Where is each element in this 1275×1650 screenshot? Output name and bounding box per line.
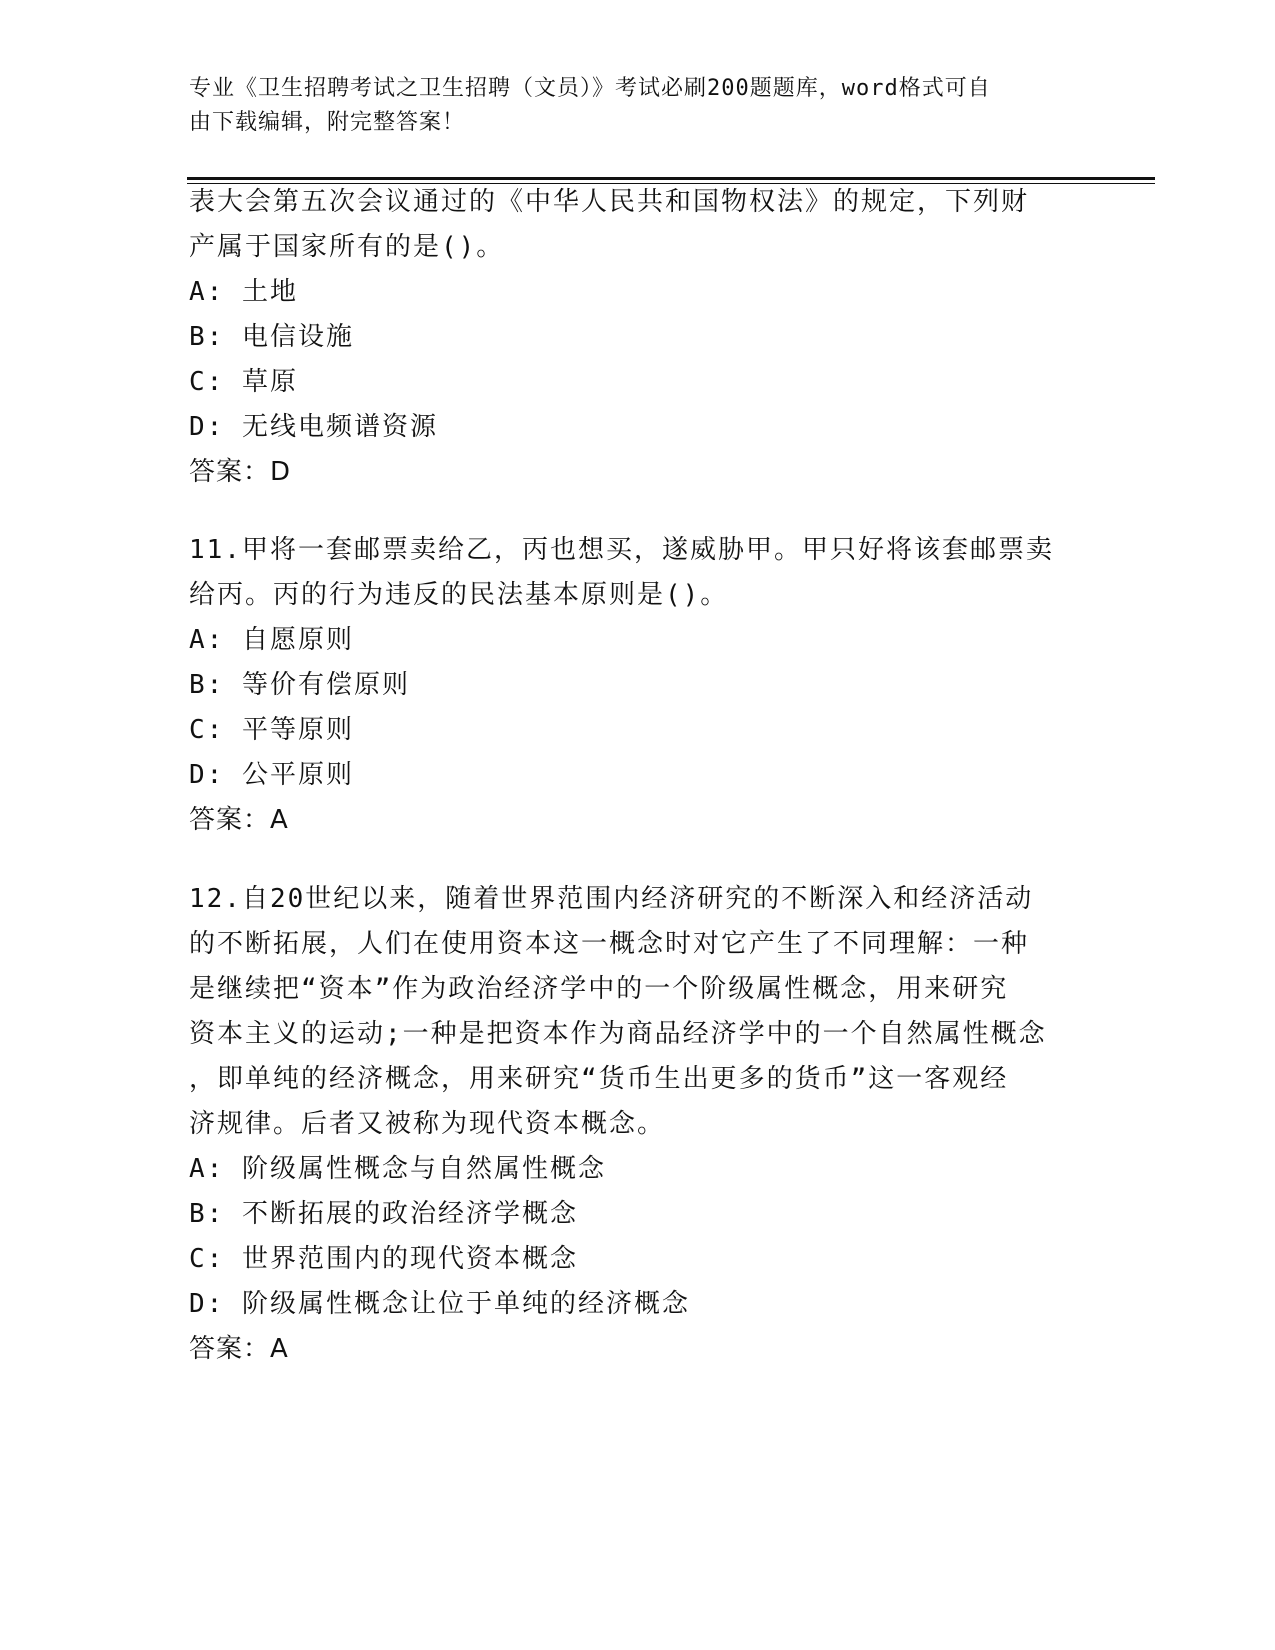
question-stem-line: 11.甲将一套邮票卖给乙，丙也想买，遂威胁甲。甲只好将该套邮票卖: [189, 535, 1054, 565]
question-block-11: [189, 528, 1109, 843]
question-stem-line: 12.自20世纪以来，随着世界范围内经济研究的不断深入和经济活动: [189, 884, 1034, 914]
question-stem-line: 给丙。丙的行为违反的民法基本原则是()。: [189, 580, 729, 610]
question-stem-line: 资本主义的运动;一种是把资本作为商品经济学中的一个自然属性概念: [189, 1019, 1047, 1049]
option-a: A: 自愿原则: [189, 625, 354, 655]
question-stem-line: 济规律。后者又被称为现代资本概念。: [189, 1109, 666, 1139]
question-block-12: [189, 877, 1109, 1372]
question-block-continued: [189, 180, 1109, 495]
question-stem-line: 的不断拓展，人们在使用资本这一概念时对它产生了不同理解：一种: [189, 929, 1030, 959]
answer-label: 答案：D: [189, 457, 292, 487]
option-a: A: 土地: [189, 277, 298, 307]
option-b: B: 电信设施: [189, 322, 354, 352]
option-d: D: 无线电频谱资源: [189, 412, 438, 442]
option-a: A: 阶级属性概念与自然属性概念: [189, 1154, 606, 1184]
question-stem-line: 表大会第五次会议通过的《中华人民共和国物权法》的规定，下列财: [189, 187, 1030, 217]
question-stem-line: 产属于国家所有的是()。: [189, 232, 505, 262]
option-d: D: 阶级属性概念让位于单纯的经济概念: [189, 1289, 690, 1319]
answer-label: 答案：A: [189, 1334, 289, 1364]
document-header: [189, 72, 1089, 140]
header-line-1: 专业《卫生招聘考试之卫生招聘（文员）》考试必刷200题题库，word格式可自: [189, 76, 991, 101]
option-c: C: 草原: [189, 367, 298, 397]
option-c: C: 平等原则: [189, 715, 354, 745]
header-line-2: 由下载编辑，附完整答案！: [189, 110, 466, 135]
option-d: D: 公平原则: [189, 760, 354, 790]
option-b: B: 不断拓展的政治经济学概念: [189, 1199, 578, 1229]
question-stem-line: 是继续把“资本”作为政治经济学中的一个阶级属性概念，用来研究: [189, 974, 1009, 1004]
option-b: B: 等价有偿原则: [189, 670, 410, 700]
question-stem-line: ，即单纯的经济概念，用来研究“货币生出更多的货币”这一客观经: [189, 1064, 1009, 1094]
option-c: C: 世界范围内的现代资本概念: [189, 1244, 578, 1274]
answer-label: 答案：A: [189, 805, 289, 835]
